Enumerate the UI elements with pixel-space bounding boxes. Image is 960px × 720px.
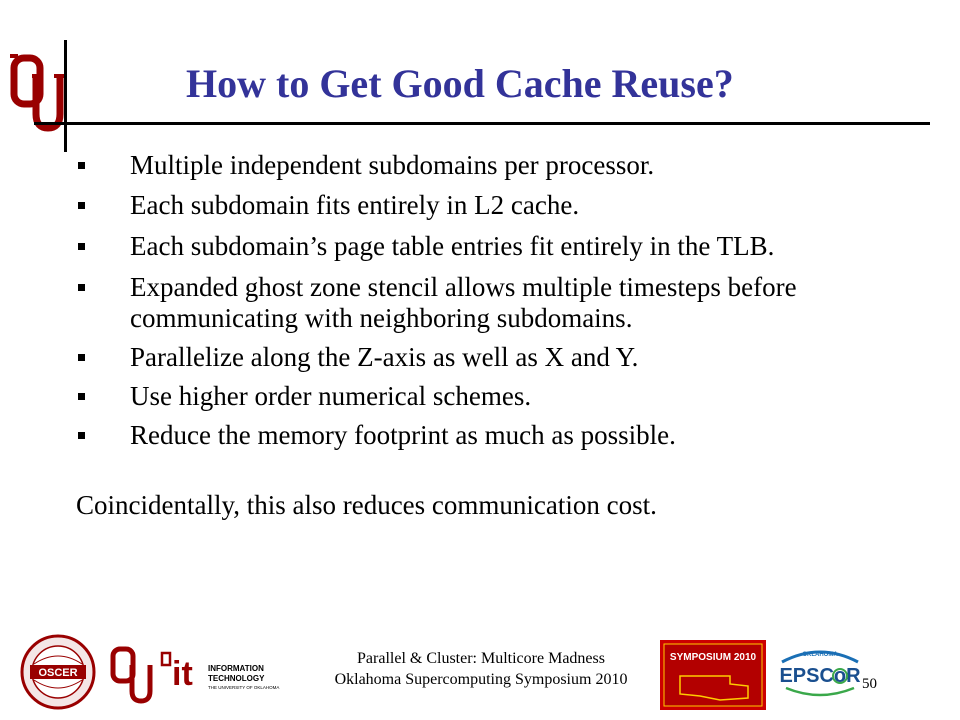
bullet-item [78, 420, 878, 451]
bullet-item [78, 190, 878, 221]
bullet-item [78, 381, 878, 412]
slide-title: How to Get Good Cache Reuse? [186, 61, 734, 106]
vertical-rule [64, 40, 67, 152]
bullet-marker-icon [78, 354, 85, 361]
bullet-marker-icon [78, 202, 85, 209]
oscer-logo-text: OSCER [38, 667, 78, 679]
bullet-text: Each subdomain’s page table entries fit entirely in the TLB. [130, 231, 775, 261]
bullet-marker-icon [78, 243, 85, 250]
footer-line-1: Parallel & Cluster: Multicore Madness [357, 650, 605, 667]
bullet-marker-icon [78, 162, 85, 169]
bullet-marker-icon [78, 284, 85, 291]
bullet-item [78, 342, 878, 373]
bullet-text: Multiple independent subdomains per processor. [130, 150, 655, 180]
page-number: 50 [862, 676, 877, 692]
symposium-logo-icon [660, 640, 766, 710]
it-logo-icon [160, 645, 280, 701]
epscor-logo-text: EPSCoR [779, 665, 861, 687]
bullet-item [78, 272, 878, 334]
bullet-text: Use higher order numerical schemes. [130, 381, 532, 411]
bullet-text: Parallelize along the Z-axis as well as X and Y. [130, 342, 639, 372]
bullet-marker-icon [78, 393, 85, 400]
bullet-text: Expanded ghost zone stencil allows multiple timesteps before communicating with neighboring subdomains. [130, 272, 797, 333]
bullet-text: Each subdomain fits entirely in L2 cache. [130, 190, 580, 220]
closing-text: Coincidentally, this also reduces communication cost. [76, 490, 657, 520]
svg-text:it: it [172, 655, 193, 693]
epscor-logo-icon [776, 640, 864, 704]
it-logo-line3: THE UNIVERSITY OF OKLAHOMA [208, 685, 280, 690]
footer-line-2: Oklahoma Supercomputing Symposium 2010 [334, 671, 628, 688]
bullet-text: Reduce the memory footprint as much as possible. [130, 420, 676, 450]
bullet-item [78, 150, 878, 181]
ou-footer-logo-icon [110, 645, 154, 705]
horizontal-rule [34, 122, 930, 125]
bullet-list [78, 150, 878, 451]
epscor-logo-sub: OKLAHOMA [802, 652, 838, 658]
it-logo-line1: INFORMATION [208, 664, 264, 673]
bullet-marker-icon [78, 432, 85, 439]
footer-caption [296, 648, 666, 690]
oscer-logo-icon [20, 634, 96, 710]
it-logo-line2: TECHNOLOGY [208, 674, 265, 683]
bullet-item [78, 231, 878, 262]
symposium-logo-text: SYMPOSIUM 2010 [669, 652, 757, 663]
